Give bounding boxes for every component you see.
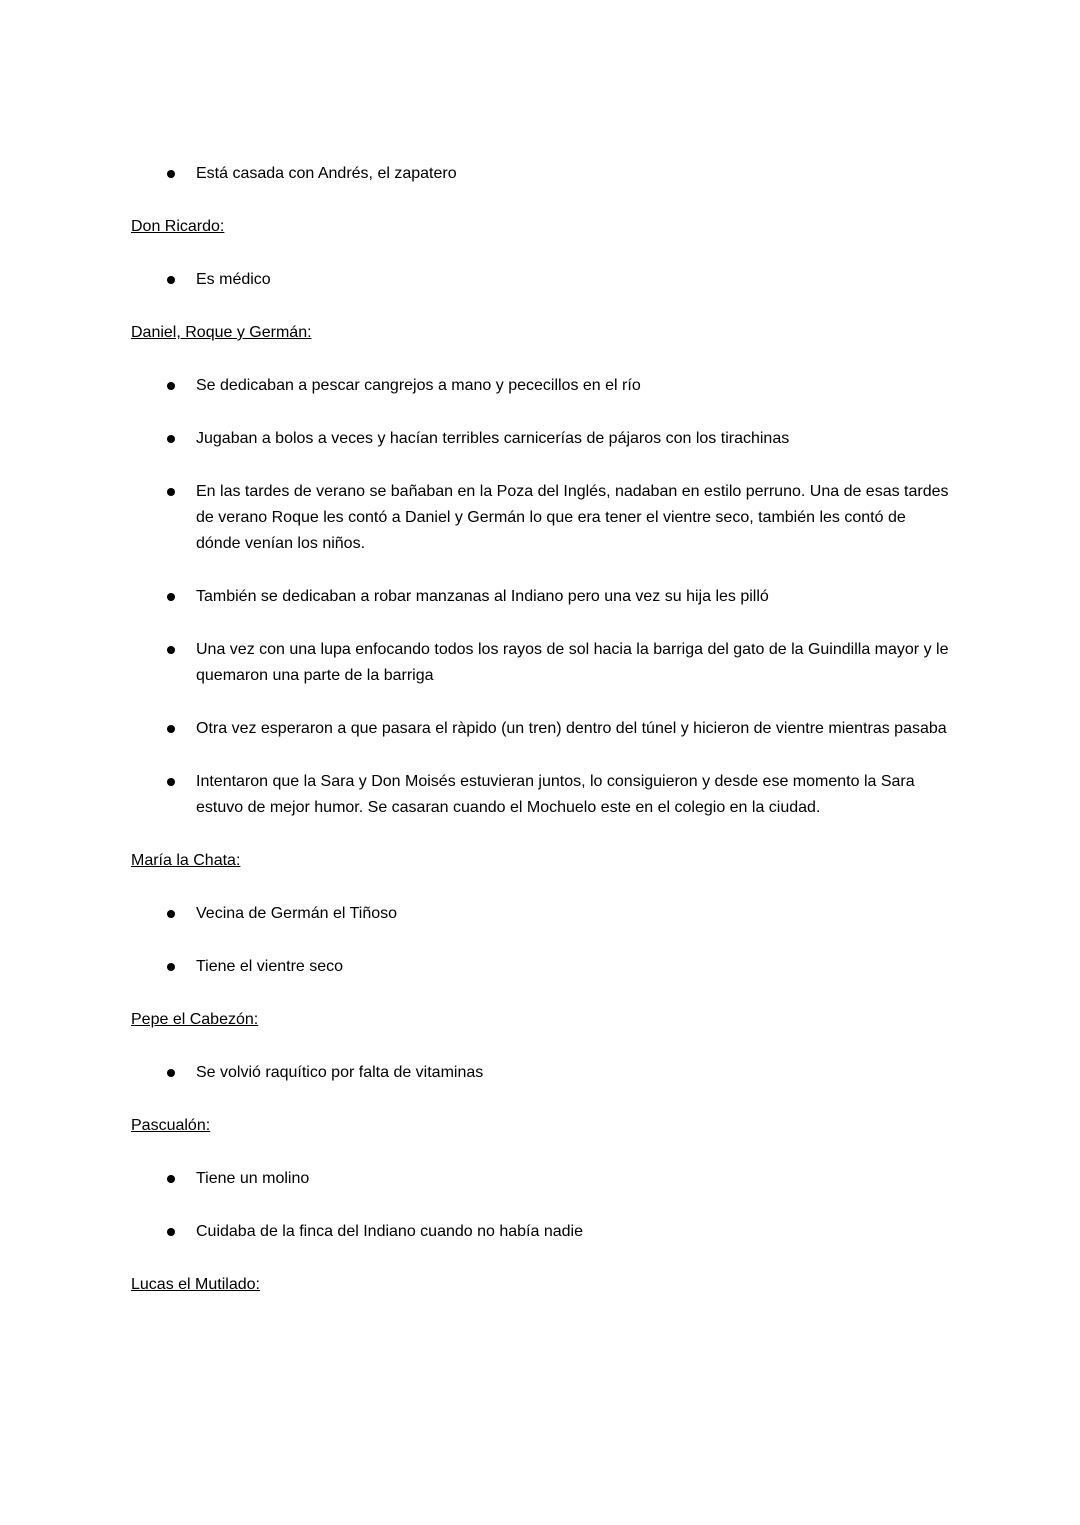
bullet-icon [131, 901, 196, 918]
bullet-icon [131, 637, 196, 654]
bullet-text: Se dedicaban a pescar cangrejos a mano y pececillos en el río [196, 377, 641, 394]
list-item [131, 161, 949, 187]
list-item [131, 267, 949, 293]
bullet-icon [131, 479, 196, 496]
section-heading-maria-la-chata: María la Chata: [131, 852, 241, 869]
section-heading-lucas-el-mutilado: Lucas el Mutilado: [131, 1276, 260, 1293]
bullet-icon [131, 1166, 196, 1183]
list-item [131, 1166, 949, 1192]
list-item [131, 1219, 949, 1245]
bullet-text: Una vez con una lupa enfocando todos los rayos de sol hacia la barriga del gato de la Guindilla mayor y le quemaron una parte de la barriga [196, 641, 949, 684]
bullet-text: Tiene un molino [196, 1170, 310, 1187]
list-item [131, 901, 949, 927]
list-item [131, 716, 949, 742]
section-heading-pepe-el-cabezon: Pepe el Cabezón: [131, 1011, 259, 1028]
list-item [131, 373, 949, 399]
bullet-icon [131, 373, 196, 390]
bullet-icon [131, 584, 196, 601]
bullet-text: Jugaban a bolos a veces y hacían terribles carnicerías de pájaros con los tirachinas [196, 430, 790, 447]
bullet-icon [131, 1219, 196, 1236]
bullet-text: Tiene el vientre seco [196, 958, 344, 975]
list-item [131, 426, 949, 452]
bullet-icon [131, 267, 196, 284]
section-heading-pascualon: Pascualón: [131, 1117, 211, 1134]
bullet-text: Se volvió raquítico por falta de vitaminas [196, 1064, 484, 1081]
bullet-icon [131, 716, 196, 733]
bullet-icon [131, 426, 196, 443]
bullet-text: Está casada con Andrés, el zapatero [196, 165, 457, 182]
bullet-icon [131, 954, 196, 971]
bullet-icon [131, 161, 196, 178]
bullet-text: Intentaron que la Sara y Don Moisés estuvieran juntos, lo consiguieron y desde ese momento la Sara estuvo de mejor humor. Se casaran cuando el Mochuelo este en el colegio en la ciudad. [196, 773, 915, 816]
bullet-text: Vecina de Germán el Tiñoso [196, 905, 398, 922]
bullet-text: Cuidaba de la finca del Indiano cuando no había nadie [196, 1223, 583, 1240]
list-item [131, 637, 949, 689]
section-heading-daniel-roque-german: Daniel, Roque y Germán: [131, 324, 312, 341]
bullet-text: Otra vez esperaron a que pasara el ràpido (un tren) dentro del túnel y hicieron de vientre mientras pasaba [196, 720, 947, 737]
bullet-text: También se dedicaban a robar manzanas al Indiano pero una vez su hija les pilló [196, 588, 769, 605]
section-heading-don-ricardo: Don Ricardo: [131, 218, 225, 235]
list-item [131, 584, 949, 610]
bullet-icon [131, 1060, 196, 1077]
list-item [131, 954, 949, 980]
list-item [131, 1060, 949, 1086]
bullet-text: Es médico [196, 271, 271, 288]
list-item [131, 479, 949, 557]
bullet-text: En las tardes de verano se bañaban en la Poza del Inglés, nadaban en estilo perruno. Una de esas tardes de verano Roque les contó a Daniel y Germán lo que era tener el vientre seco, también les contó de dónde venían los niños. [196, 483, 949, 552]
list-item [131, 769, 949, 821]
bullet-icon [131, 769, 196, 786]
